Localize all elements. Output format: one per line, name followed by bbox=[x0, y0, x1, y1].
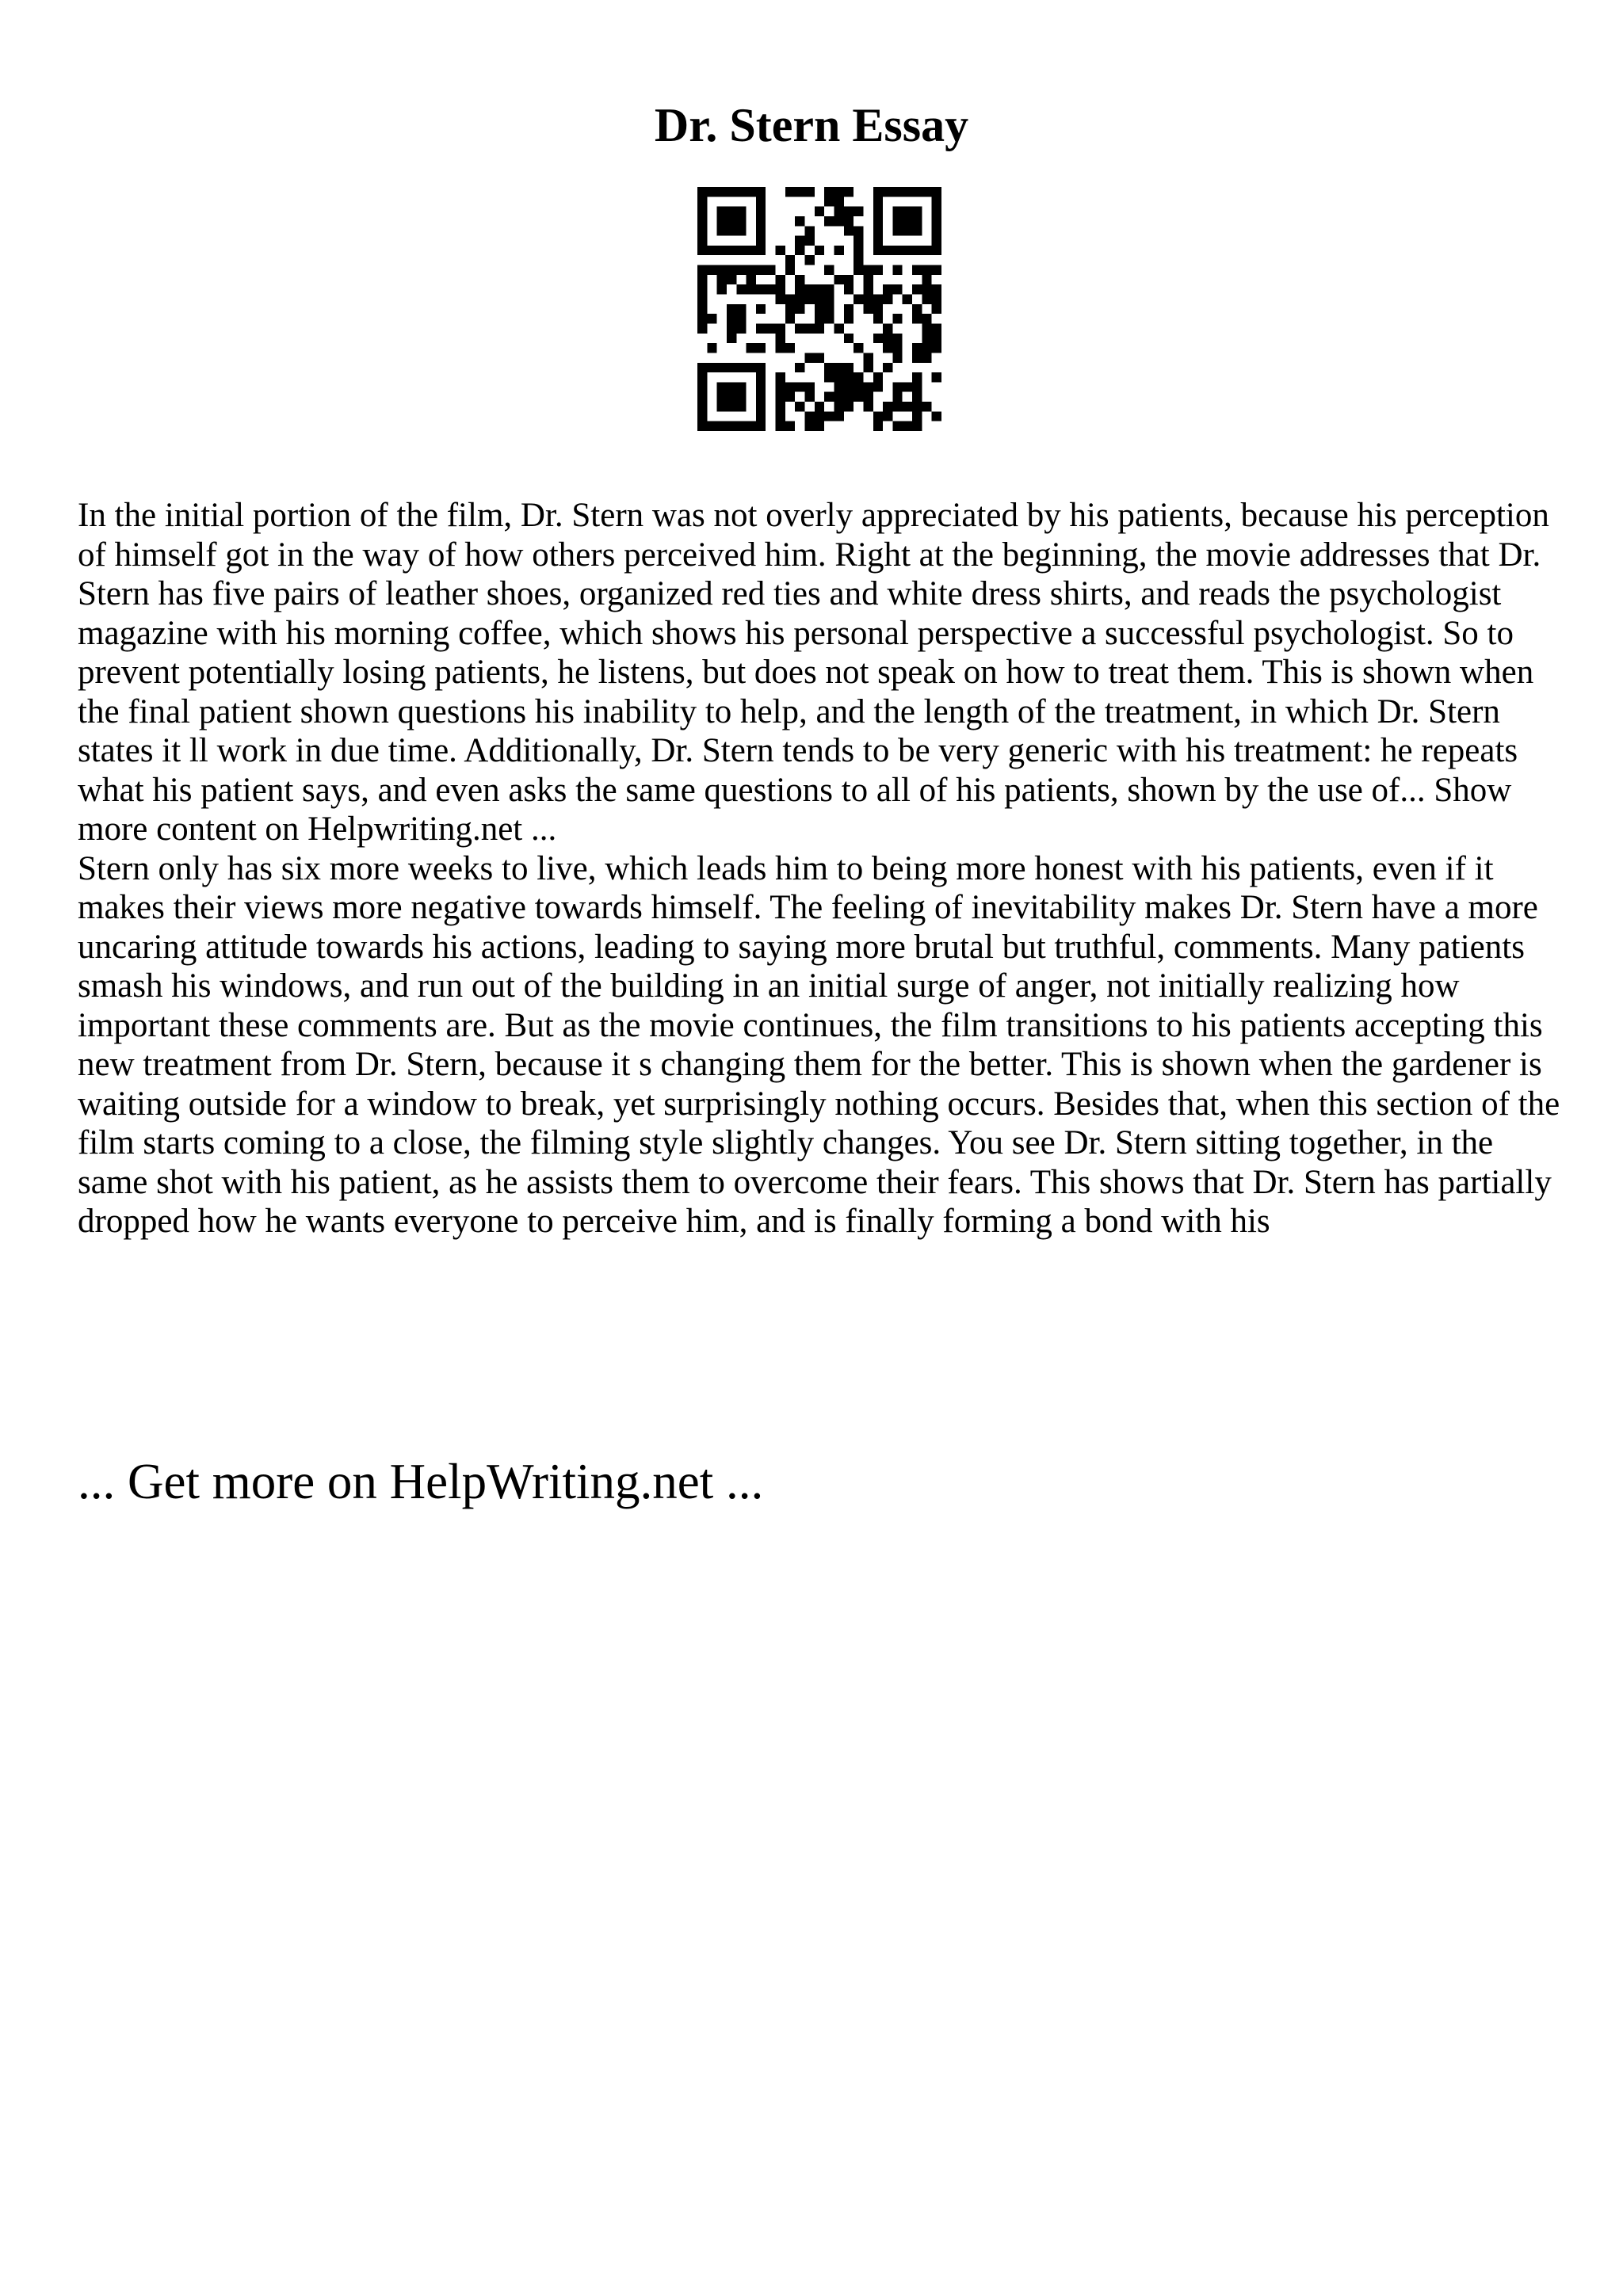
qr-code-icon bbox=[697, 187, 941, 431]
get-more-link[interactable]: ... Get more on HelpWriting.net ... bbox=[78, 1454, 764, 1509]
document-title: Dr. Stern Essay bbox=[654, 99, 969, 151]
paragraph-2: Stern only has six more weeks to live, which leads him to being more honest with his patients, even if it makes their views more negative towards himself. The feeling of inevitability makes Dr. Stern have a more uncaring attitude towards his actions, leading to saying more brutal but truthful, comments. Many patients smash his windows, and run out of the building in an initial surge of anger, not initially realizing how important these comments are. But as the movie continues, the film transitions to his patients accepting this new treatment from Dr. Stern, because it s changing them for the better. This is shown when the gardener is waiting outside for a window to break, yet surprisingly nothing occurs. Besides that, when this section of the film starts coming to a close, the filming style slightly changes. You see Dr. Stern sitting together, in the same shot with his patient, as he assists them to overcome their fears. This shows that Dr. Stern has partially dropped how he wants everyone to perceive him, and is finally forming a bond with his bbox=[78, 849, 1560, 1240]
paragraph-1: In the initial portion of the film, Dr. Stern was not overly appreciated by his patients, because his perception of himself got in the way of how others perceived him. Right at the beginning, the movie addresses that Dr. Stern has five pairs of leather shoes, organized red ties and white dress shirts, and reads the psychologist magazine with his morning coffee, which shows his personal perspective a successful psychologist. So to prevent potentially losing patients, he listens, but does not speak on how to treat them. This is shown when the final patient shown questions his inability to help, and the length of the treatment, in which Dr. Stern states it ll work in due time. Additionally, Dr. Stern tends to be very generic with his treatment: he repeats what his patient says, and even asks the same questions to all of his patients, shown by the use of... Show more content on Helpwriting.net ... bbox=[78, 497, 1549, 848]
essay-body bbox=[78, 496, 1568, 1241]
